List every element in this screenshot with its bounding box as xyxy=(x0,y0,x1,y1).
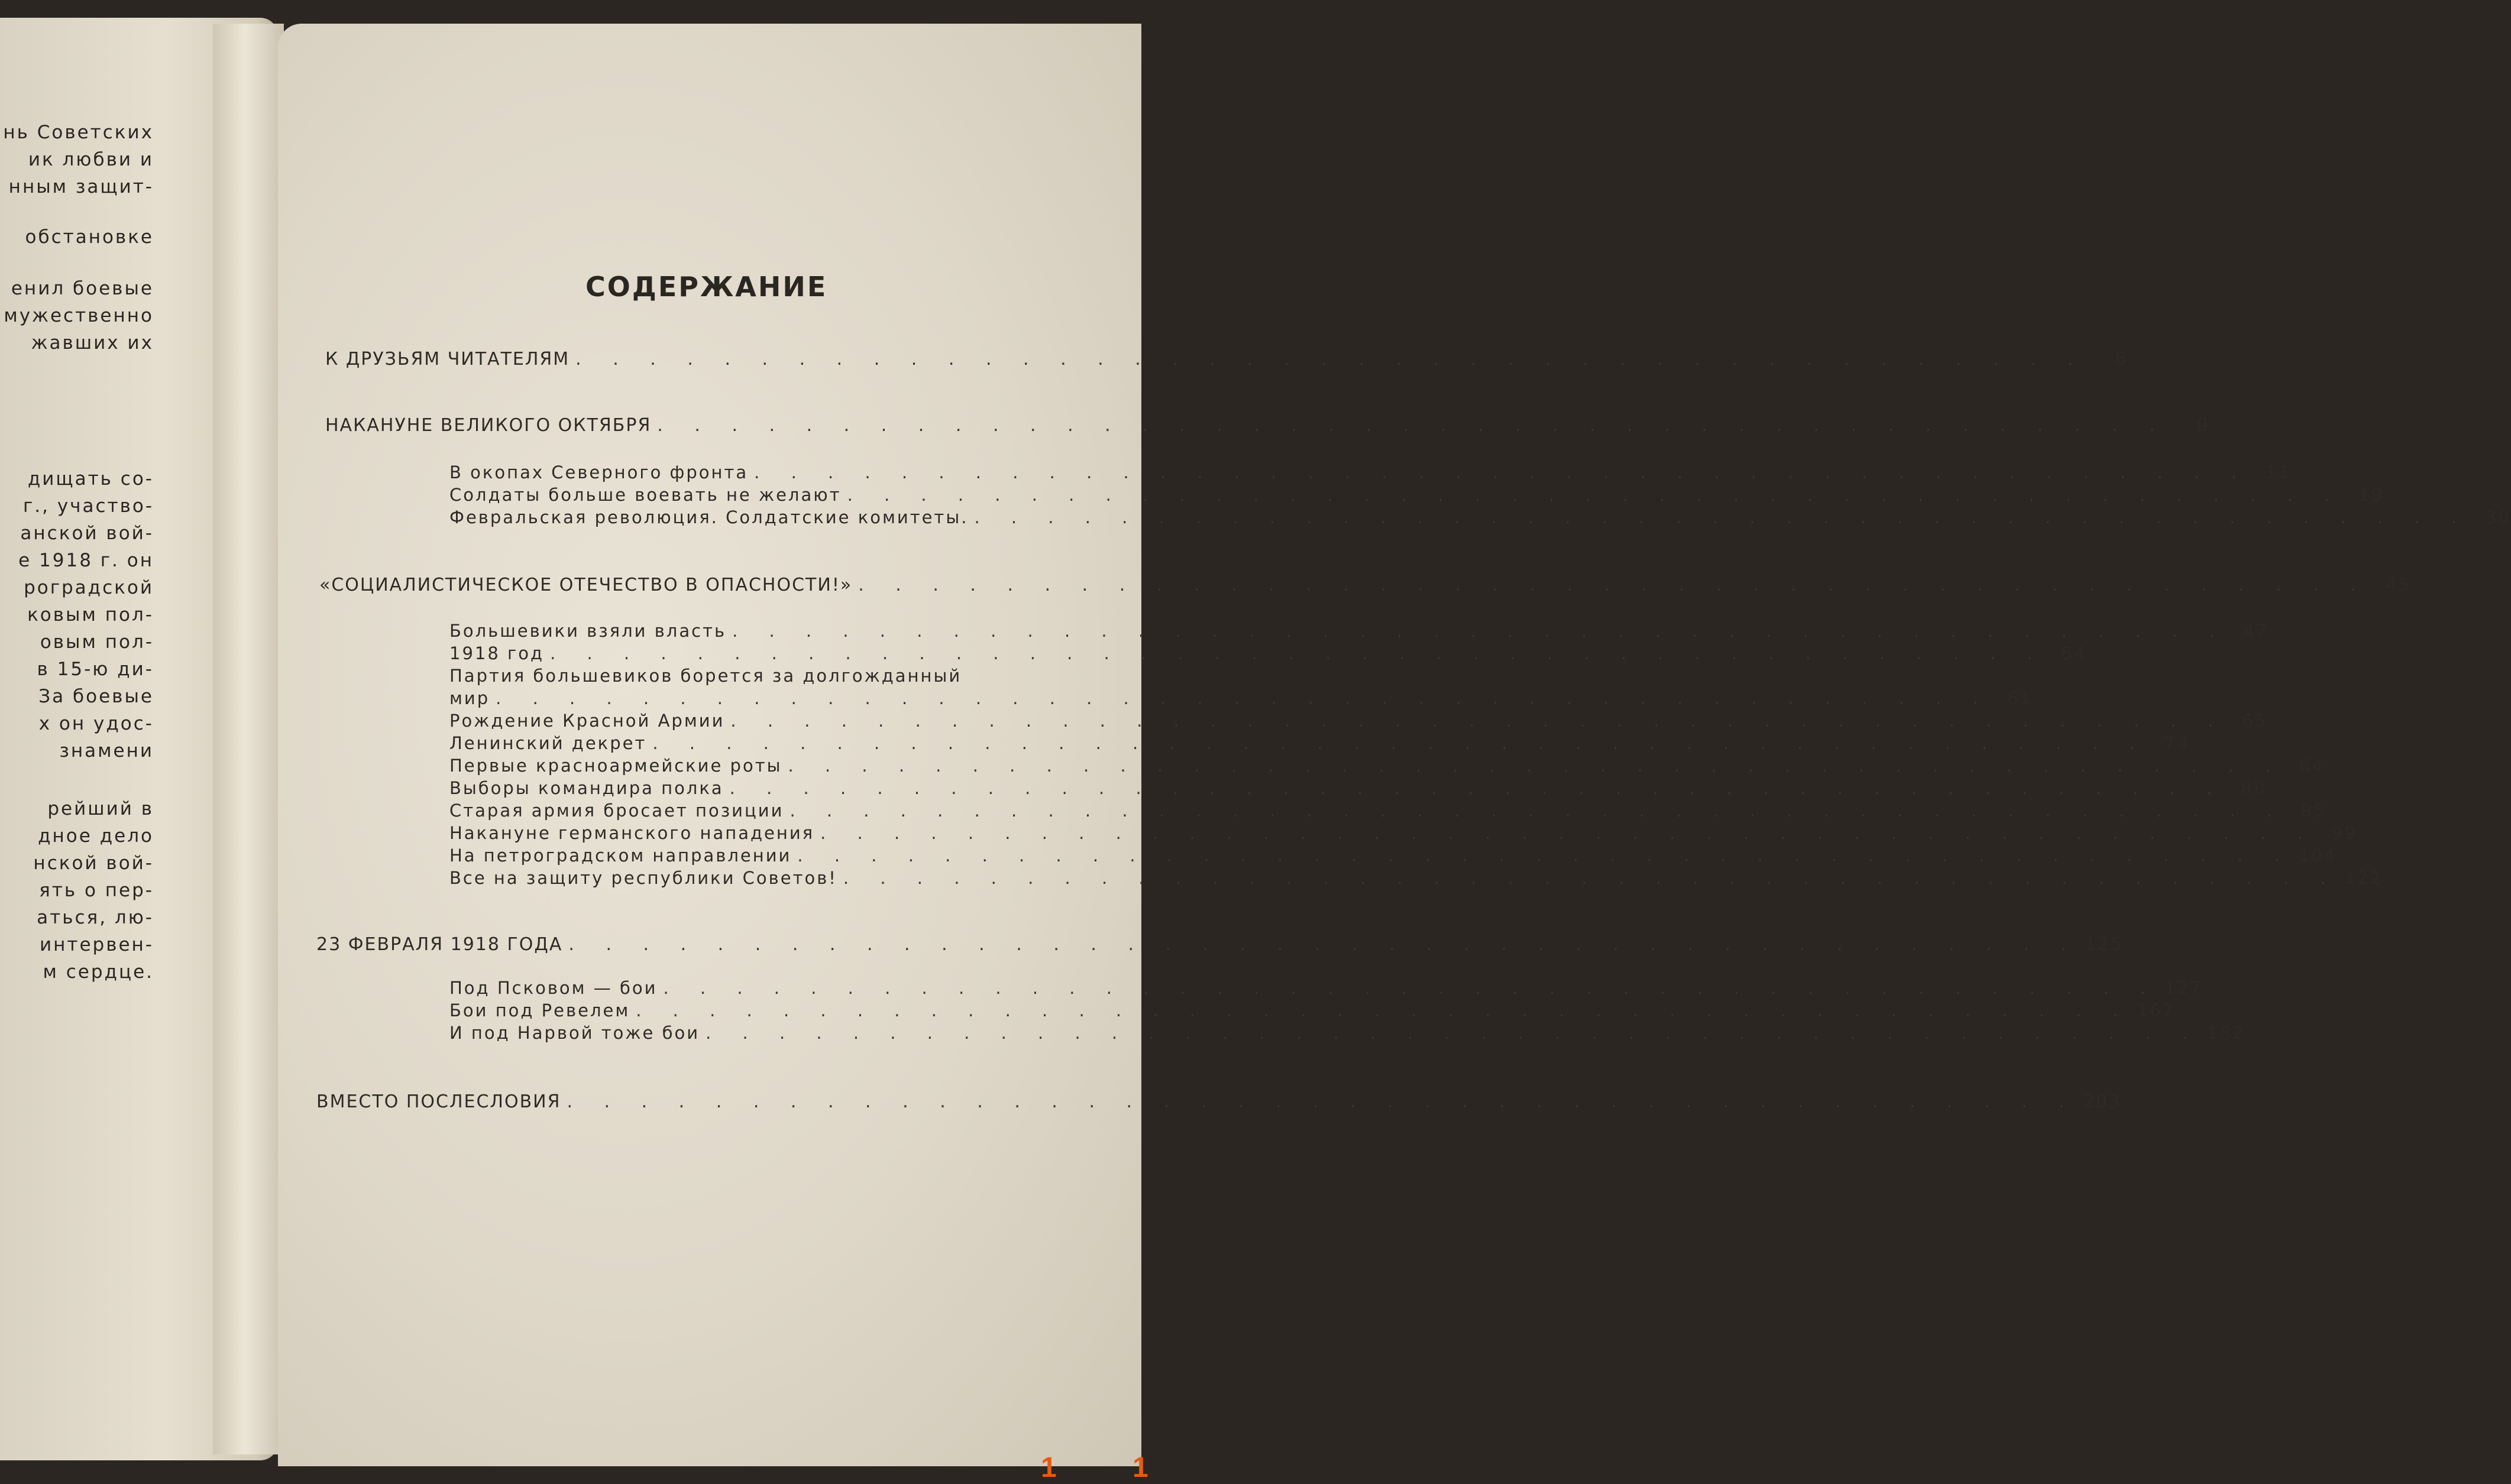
left-text-line: ковым пол- xyxy=(27,604,154,626)
toc-leader-dots: . . . . . . . . . . . . . . . . . . . . . . . . . . . . . . . . . . . . . . . . . xyxy=(706,1023,2201,1043)
toc-part-row xyxy=(325,349,2128,372)
toc-chapter-title: Все на защиту республики Советов! xyxy=(449,868,837,888)
left-text-line: знамени xyxy=(59,740,154,762)
left-text-line: мужественно xyxy=(4,305,154,326)
right-page xyxy=(278,24,2511,1466)
toc-chapter-title: Большевики взяли власть xyxy=(449,621,727,641)
toc-chapter-row xyxy=(449,462,2291,486)
left-text-line: рейший в xyxy=(47,798,154,819)
left-text-line: овым пол- xyxy=(40,631,154,653)
left-text-line: обстановке xyxy=(25,226,154,248)
toc-leader-dots: . . . . . . . . . . . . . . . . . . . . . . . . . . . . . . . . . . . . . . . . . xyxy=(797,845,2293,866)
toc-leader-dots: . . . . . . . . . . . . . . . . . . . . . . . . . . . . . . . . . . . . . . . . . xyxy=(729,778,2225,798)
toc-chapter-title: Ленинский декрет xyxy=(449,733,647,753)
toc-page-number: 54 xyxy=(2061,643,2087,663)
toc-page-number: 182 xyxy=(2206,1023,2245,1043)
toc-chapter-row xyxy=(449,643,2087,667)
toc-page-number: 125 xyxy=(2085,934,2123,955)
toc-part-title: 23 ФЕВРАЛЯ 1918 ГОДА xyxy=(316,934,563,955)
toc-page-number: 127 xyxy=(2164,978,2203,998)
toc-chapter-row xyxy=(449,823,2357,847)
toc-leader-dots: . . . . . . . . . . . . . . . . . . . . . . . . . . . . . . . . . . . . . . . . . xyxy=(657,415,2168,436)
left-text-line: аться, лю- xyxy=(37,907,154,928)
left-text-line: дищать со- xyxy=(27,468,154,490)
left-text-line: ик любви и xyxy=(28,149,154,170)
left-text-line: г., участво- xyxy=(22,495,154,517)
toc-chapter-row xyxy=(449,621,2269,644)
toc-chapter-row xyxy=(449,711,2268,734)
toc-chapter-title: мир xyxy=(449,688,490,708)
toc-part-row xyxy=(319,575,2410,598)
toc-page-number: 74 xyxy=(2164,733,2190,753)
toc-part-row xyxy=(325,415,2209,439)
toc-chapter-title: Солдаты больше воевать не желают xyxy=(449,485,842,505)
toc-leader-dots: . . . . . . . . . . . . . . . . . . . . . . . . . . . . . . . . . . . . . . . . . xyxy=(652,733,2148,753)
book-spine xyxy=(213,24,284,1454)
left-text-line: нным защит- xyxy=(8,176,154,197)
left-text-line: анской вой- xyxy=(20,523,154,544)
toc-chapter-title: На петроградском направлении xyxy=(449,845,792,866)
toc-leader-dots: . . . . . . . . . . . . . . . . . . . . . . . . . . . . . . . . . . . . . . . . . xyxy=(847,485,2343,505)
toc-chapter-row xyxy=(449,1000,2176,1024)
toc-chapter-title: Под Псковом — бои xyxy=(449,978,658,998)
toc-leader-dots: . . . . . . . . . . . . . . . . . . . . . . . . . . . . . . . . . . . . . . . . . xyxy=(730,711,2227,731)
toc-chapter-title: Бои под Ревелем xyxy=(449,1000,630,1020)
toc-chapter-row xyxy=(449,485,2384,508)
toc-page-number: 47 xyxy=(2243,621,2269,641)
toc-chapter-row xyxy=(449,756,2325,779)
left-text-line: енил боевые xyxy=(11,278,154,299)
left-text-line: нской вой- xyxy=(33,853,154,874)
left-text-line: х он удос- xyxy=(38,713,154,734)
toc-page-number: 167 xyxy=(2137,1000,2176,1020)
toc-chapter-title: В окопах Северного фронта xyxy=(449,462,749,482)
toc-chapter-row xyxy=(449,733,2190,757)
toc-page-number: 19 xyxy=(2358,485,2384,505)
toc-title: СОДЕРЖАНИЕ xyxy=(585,271,828,303)
toc-part-title: К ДРУЗЬЯМ ЧИТАТЕЛЯМ xyxy=(325,349,570,370)
toc-page-number: 84 xyxy=(2299,756,2325,776)
toc-part-title: «СОЦИАЛИСТИЧЕСКОЕ ОТЕЧЕСТВО В ОПАСНОСТИ!» xyxy=(319,575,853,595)
toc-page-number: 95 xyxy=(2301,801,2327,821)
toc-chapter-title: Выборы командира полка xyxy=(449,778,724,798)
toc-chapter-row xyxy=(449,778,2267,802)
toc-part-title: ВМЕСТО ПОСЛЕСЛОВИЯ xyxy=(316,1091,561,1112)
toc-chapter-row xyxy=(449,868,2383,892)
toc-chapter-row xyxy=(449,978,2203,1002)
toc-chapter-title: Старая армия бросает позиции xyxy=(449,801,784,821)
toc-chapter-row xyxy=(449,688,2033,712)
left-text-line: роградской xyxy=(24,577,154,598)
toc-page-number: 122 xyxy=(2344,868,2383,888)
toc-chapter-title: Рождение Красной Армии xyxy=(449,711,725,731)
toc-chapter-title: Февральская революция. Солдатские комитеты. xyxy=(449,507,969,527)
toc-page-number: 61 xyxy=(2007,688,2033,708)
toc-page-number: 6 xyxy=(2115,349,2128,370)
toc-leader-dots: . . . . . . . . . . . . . . . . . . . . . . . . . . . . . . . . . . . . . . . . . xyxy=(636,1000,2131,1020)
toc-page-number: 9 xyxy=(2196,415,2209,436)
toc-leader-dots: . . . . . . . . . . . . . . . . . . . . . . . . . . . . . . . . . . . . . . . . . xyxy=(550,643,2046,663)
toc-leader-dots: . . . . . . . . . . . . . . . . . . . . . . . . . . . . . . . . . . . . . . . . . xyxy=(858,575,2369,595)
left-text-line: е 1918 г. он xyxy=(18,550,154,571)
toc-leader-dots: . . . . . . . . . . . . . . . . . . . . . . . . . . . . . . . . . . . . . . . . . xyxy=(754,462,2250,482)
left-text-line: ять о пер- xyxy=(39,880,154,901)
toc-leader-dots: . . . . . . . . . . . . . . . . . . . . . . . . . . . . . . . . . . . . . . . . . xyxy=(820,823,2316,843)
toc-leader-dots: . . . . . . . . . . . . . . . . . . . . . . . . . . . . . . . . . . . . . . . . . xyxy=(843,868,2339,888)
toc-chapter-title: 1918 год xyxy=(449,643,545,663)
toc-chapter-title: Первые красноармейские роты xyxy=(449,756,782,776)
toc-leader-dots: . . . . . . . . . . . . . . . . . . . . . . . . . . . . . . . . . . . . . . . . . xyxy=(974,507,2470,527)
toc-chapter-row xyxy=(449,666,1088,689)
toc-leader-dots: . . . . . . . . . . . . . . . . . . . . . . . . . . . . . . . . . . . . . . . . . xyxy=(568,934,2079,955)
toc-page-number: 203 xyxy=(2083,1091,2121,1112)
toc-leader-dots: . . . . . . . . . . . . . . . . . . . . . . . . . . . . . . . . . . . . . . . . . xyxy=(732,621,2228,641)
toc-page-number: 30 xyxy=(2486,507,2511,527)
toc-leader-dots: . . . . . . . . . . . . . . . . . . . . . . . . . . . . . . . . . . . . . . . . . xyxy=(567,1091,2078,1112)
toc-leader-dots: . . . . . . . . . . . . . . . . . . . . . . . . . . . . . . . . . . . . . . . . . xyxy=(575,349,2086,370)
toc-chapter-title: Партия большевиков борется за долгожданный xyxy=(449,666,962,686)
left-text-line: нь Советских xyxy=(3,122,154,143)
left-text-line: За боевые xyxy=(38,686,154,707)
toc-page-number: 65 xyxy=(2242,711,2268,731)
toc-leader-dots: . . . . . . . . . . . . . . . . . . . . . . . . . . . . . . . . . . . . . . . . . xyxy=(663,978,2159,998)
toc-part-row xyxy=(316,1091,2121,1115)
toc-page-number: 45 xyxy=(2385,575,2410,595)
left-text-line: интервен- xyxy=(39,934,154,955)
toc-chapter-row xyxy=(449,1023,2245,1046)
toc-chapter-row xyxy=(449,507,2511,531)
toc-part-row xyxy=(316,934,2123,958)
toc-page-number: 11 xyxy=(2265,462,2291,482)
toc-page-number: 88 xyxy=(2241,778,2267,798)
toc-page-number: 104 xyxy=(2299,845,2337,866)
toc-chapter-row xyxy=(449,801,2327,824)
left-text-line: в 15-ю ди- xyxy=(37,659,154,680)
toc-leader-dots: . . . . . . . . . . . . . . . . . . . . . . . . . . . . . . . . . . . . . . . . . xyxy=(496,688,1991,708)
left-text-line: дное дело xyxy=(38,825,154,847)
left-text-line: жавших их xyxy=(31,332,154,354)
toc-part-title: НАКАНУНЕ ВЕЛИКОГО ОКТЯБРЯ xyxy=(325,415,652,436)
corner-mark: 1 xyxy=(1041,1452,1057,1483)
toc-chapter-row xyxy=(449,845,2337,869)
toc-chapter-title: И под Нарвой тоже бои xyxy=(449,1023,700,1043)
toc-leader-dots: . . . . . . . . . . . . . . . . . . . . . . . . . . . . . . . . . . . . . . . . . xyxy=(789,801,2286,821)
corner-mark: 1 xyxy=(1132,1452,1148,1483)
toc-page-number: 99 xyxy=(2331,823,2357,843)
left-text-line: м сердце. xyxy=(43,961,154,983)
toc-chapter-title: Накануне германского нападения xyxy=(449,823,815,843)
toc-leader-dots: . . . . . . . . . . . . . . . . . . . . . . . . . . . . . . . . . . . . . . . . . xyxy=(788,756,2284,776)
